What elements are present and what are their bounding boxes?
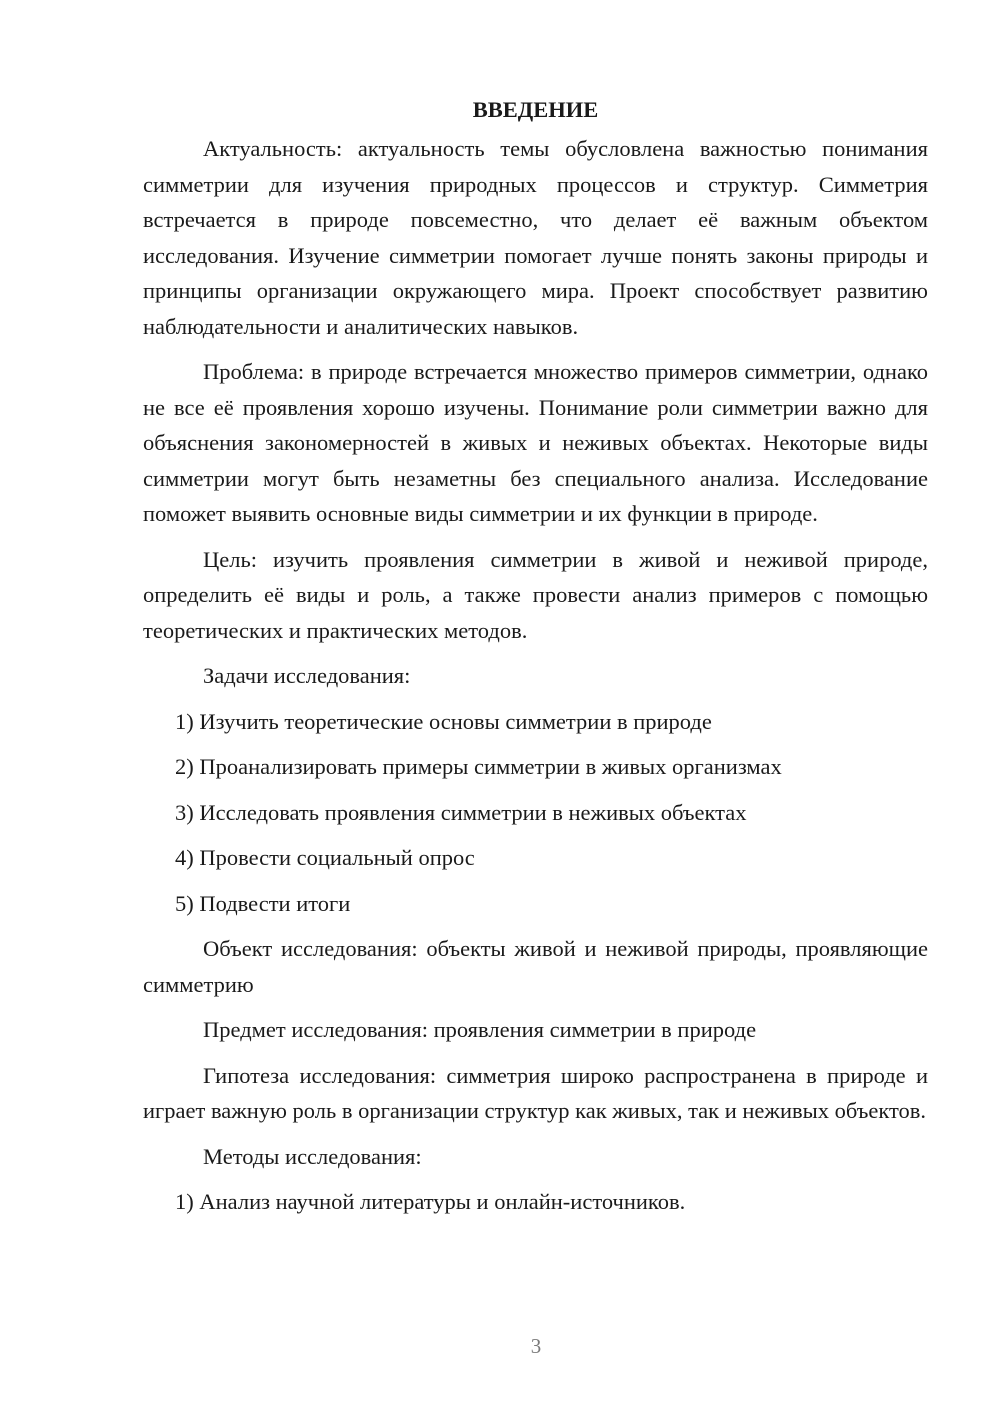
paragraph-relevance: Актуальность: актуальность темы обусловлена важностью понимания симметрии для изучения природных процессов и структур. Симметрия встречается в природе повсеместно, что делает её важным объектом исследования. Изучение симметрии помогает лучше понять законы природы и принципы организации окружающего мира. Проект способствует развитию наблюдательности и аналитических навыков. bbox=[143, 136, 928, 339]
paragraph-subject: Предмет исследования: проявления симметрии в природе bbox=[203, 1017, 757, 1042]
tasks-title: Задачи исследования: bbox=[203, 663, 411, 688]
paragraph-problem: Проблема: в природе встречается множество примеров симметрии, однако не все её проявления хорошо изучены. Понимание роли симметрии важно для объяснения закономерностей в живых и неживых объектах. Некоторые виды симметрии могут быть незаметны без специального анализа. Исследование поможет выявить основные виды симметрии и их функции в природе. bbox=[143, 359, 928, 526]
task-item: 1) Изучить теоретические основы симметрии в природе bbox=[175, 708, 712, 734]
task-item: 5) Подвести итоги bbox=[175, 890, 351, 916]
paragraph-hypothesis: Гипотеза исследования: симметрия широко распространена в природе и играет важную роль в организации структур как живых, так и неживых объектов. bbox=[143, 1062, 928, 1123]
page-number: 3 bbox=[530, 1334, 542, 1358]
section-heading: ВВЕДЕНИЕ bbox=[472, 97, 599, 122]
paragraph-goal: Цель: изучить проявления симметрии в живой и неживой природе, определить её виды и роль, а также провести анализ примеров с помощью теоретических и практических методов. bbox=[143, 546, 928, 643]
methods-title: Методы исследования: bbox=[203, 1143, 422, 1169]
paragraph-object: Объект исследования: объекты живой и неживой природы, проявляющие симметрию bbox=[143, 936, 928, 997]
method-item: 1) Анализ научной литературы и онлайн-источников. bbox=[175, 1189, 686, 1214]
task-item: 4) Провести социальный опрос bbox=[175, 845, 475, 870]
document-page bbox=[143, 92, 928, 1230]
task-item: 3) Исследовать проявления симметрии в неживых объектах bbox=[175, 799, 747, 825]
task-item: 2) Проанализировать примеры симметрии в живых организмах bbox=[175, 754, 782, 779]
